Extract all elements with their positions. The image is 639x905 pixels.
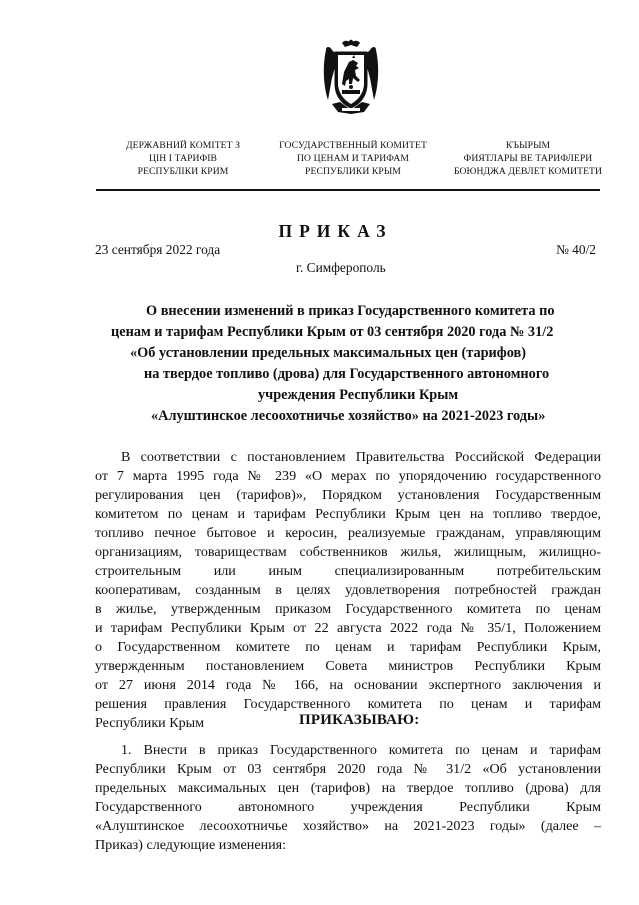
document-title: ПРИКАЗ [278, 221, 393, 241]
preamble-line: и тарифам Республики Крым от 22 августа 2022 года № 35/1, Положением [95, 620, 601, 636]
preamble-line: о Государственном комитете по ценам и тарифам Республики Крым, [95, 639, 601, 655]
org-name-crimean-tatar [438, 139, 618, 178]
preamble-line: организациям, товариществам собственников жилья, жилищным, жилищно- [95, 544, 601, 560]
preamble-line: утвержденным постановлением Совета министров Республики Крым [95, 658, 601, 674]
header-divider [96, 189, 600, 191]
preamble-line: кооперативам, созданным в целях удовлетворения потребностей граждан [95, 582, 601, 598]
org-russian-line: ПО ЦЕНАМ И ТАРИФАМ [297, 153, 409, 164]
heading-line: ценам и тарифам Республики Крым от 03 сентября 2020 года № 31/2 [111, 324, 554, 340]
preamble-line: комитетом по ценам и тарифам Республики Крым цен на топливо твердое, [95, 506, 601, 522]
document-number: № 40/2 [556, 242, 596, 257]
org-name-russian [268, 139, 438, 178]
item-line: Приказ) следующие изменения: [95, 837, 287, 853]
preamble-line: В соответствии с постановлением Правительства Российской Федерации [121, 449, 601, 465]
org-name-ukrainian [108, 139, 258, 178]
item-line: Республики Крым от 03 сентября 2020 года № 31/2 «Об установлении [95, 761, 601, 777]
preamble-line: регулирования цен (тарифов)», Порядком установления Государственным [95, 487, 601, 503]
document-date: 23 сентября 2022 года [95, 242, 221, 257]
item-line: предельных максимальных цен (тарифов) на твердое топливо (дрова) для [95, 780, 601, 796]
preamble-line: топливо печное бытовое и керосин, реализуемые гражданам, управляющим [95, 525, 601, 541]
order-word: ПРИКАЗЫВАЮ: [299, 712, 420, 728]
preamble-line: решения правления Государственного комитета по ценам и тарифам [95, 696, 601, 712]
preamble-line: от 27 июня 2014 года № 166, на основании экспертного заключения и [95, 677, 601, 693]
heading-line: учреждения Республики Крым [258, 387, 459, 403]
item-line: «Алуштинское лесоохотничье хозяйство» на 2021-2023 годы» (далее – [95, 818, 601, 834]
preamble-line: от 7 марта 1995 года № 239 «О мерах по упорядочению государственного [95, 468, 601, 484]
heading-line: «Об установлении предельных максимальных цен (тарифов) [130, 345, 526, 361]
crimea-coat-of-arms-emblem [318, 38, 384, 116]
org-crimean-tatar-line: БОЮНДЖА ДЕВЛЕТ КОМИТЕТИ [453, 166, 603, 177]
org-ukrainian-line: РЕСПУБЛІКИ КРИМ [137, 166, 229, 177]
item-line: Государственного автономного учреждения Республики Крым [95, 799, 601, 815]
preamble-line: Республики Крым [95, 715, 205, 731]
org-russian-line: РЕСПУБЛИКИ КРЫМ [305, 166, 401, 177]
org-ukrainian-line: ЦІН І ТАРИФІВ [148, 153, 218, 164]
org-crimean-tatar-line: КЪЫРЫМ [505, 140, 551, 151]
org-crimean-tatar-line: ФИЯТЛАРЫ ВЕ ТАРИФЛЕРИ [463, 153, 593, 164]
heading-line: «Алуштинское лесоохотничье хозяйство» на 2021-2023 годы» [151, 408, 546, 424]
item-line: 1. Внести в приказ Государственного комитета по ценам и тарифам [121, 742, 601, 758]
heading-line: О внесении изменений в приказ Государственного комитета по [146, 303, 555, 319]
org-russian-line: ГОСУДАРСТВЕННЫЙ КОМИТЕТ [279, 140, 427, 151]
heading-line: на твердое топливо (дрова) для Государственного автономного [144, 366, 550, 382]
preamble-line: в жилье, утвержденным приказом Государственного комитета по ценам [95, 601, 601, 617]
document-city: г. Симферополь [296, 260, 386, 275]
org-ukrainian-line: ДЕРЖАВНИЙ КОМІТЕТ З [125, 140, 240, 151]
preamble-line: строительным или иным специализированным потребительским [95, 563, 601, 579]
